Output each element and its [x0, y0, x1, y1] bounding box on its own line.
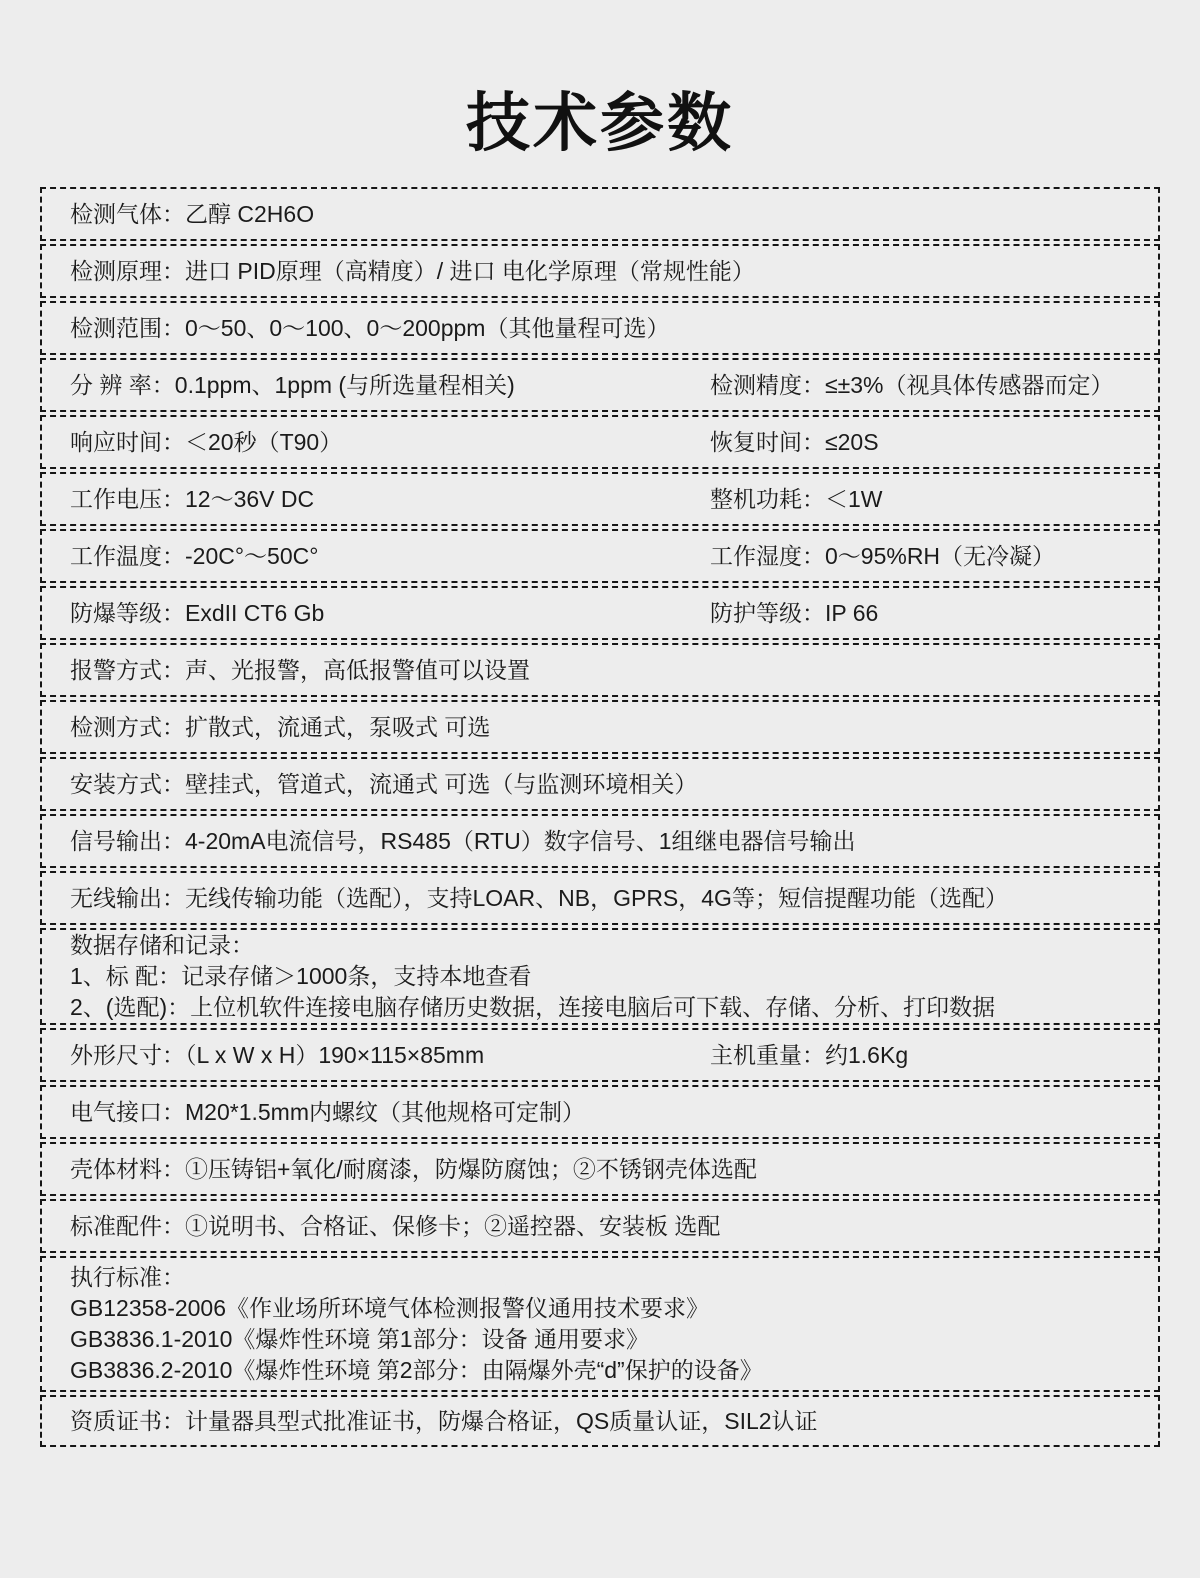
spec-row-dimensions-weight: [40, 1028, 1160, 1082]
spec-text-dimensions: 外形尺寸：（L x W x H）190×115×85mm: [70, 1042, 485, 1068]
spec-text: 报警方式：声、光报警，高低报警值可以设置: [70, 657, 530, 683]
spec-text: 标准配件：①说明书、合格证、保修卡；②遥控器、安装板 选配: [70, 1213, 721, 1239]
spec-text-line: GB3836.1-2010《爆炸性环境 第1部分：设备 通用要求》: [70, 1326, 649, 1352]
spec-row-alarm-mode: [40, 643, 1160, 697]
spec-row-data-storage: [40, 928, 1160, 1025]
spec-text: 检测方式：扩散式，流通式，泵吸式 可选: [70, 714, 491, 740]
spec-text-protection-grade: 防护等级：IP 66: [710, 600, 879, 626]
spec-text-line: GB12358-2006《作业场所环境气体检测报警仪通用技术要求》: [70, 1295, 710, 1321]
spec-row-detection-mode: [40, 700, 1160, 754]
spec-text-weight: 主机重量：约1.6Kg: [710, 1042, 909, 1068]
spec-text-line: 执行标准：: [70, 1264, 185, 1290]
spec-text-voltage: 工作电压：12～36V DC: [70, 486, 315, 512]
spec-text-line: 1、标 配：记录存储＞1000条，支持本地查看: [70, 963, 532, 989]
spec-text: 检测原理：进口 PID原理（高精度）/ 进口 电化学原理（常规性能）: [70, 258, 755, 284]
spec-text-line: 数据存储和记录：: [70, 932, 254, 958]
spec-row-explosion-protection: [40, 586, 1160, 640]
spec-text: 无线输出：无线传输功能（选配），支持LOAR、NB，GPRS，4G等；短信提醒功能（选配）: [70, 885, 1008, 911]
spec-row-detection-principle: [40, 244, 1160, 298]
spec-row-detection-range: [40, 301, 1160, 355]
spec-text-line: GB3836.2-2010《爆炸性环境 第2部分：由隔爆外壳“d”保护的设备》: [70, 1357, 763, 1383]
spec-text-recovery-time: 恢复时间：≤20S: [710, 429, 879, 455]
spec-row-detection-gas: [40, 187, 1160, 241]
spec-text-response-time: 响应时间：＜20秒（T90）: [70, 429, 343, 455]
spec-text-humidity: 工作湿度：0～95%RH（无冷凝）: [710, 543, 1056, 569]
spec-text: 电气接口：M20*1.5mm内螺纹（其他规格可定制）: [70, 1099, 585, 1125]
page-title: 技术参数: [466, 87, 734, 159]
spec-text-explosion-grade: 防爆等级：ExdII CT6 Gb: [70, 600, 325, 626]
spec-text-line: 2、(选配)：上位机软件连接电脑存储历史数据，连接电脑后可下载、存储、分析、打印数据: [70, 994, 996, 1020]
spec-text-temperature: 工作温度：-20C°～50C°: [70, 543, 319, 569]
spec-row-response-recovery: [40, 415, 1160, 469]
spec-text: 信号输出：4-20mA电流信号，RS485（RTU）数字信号、1组继电器信号输出: [70, 828, 856, 854]
spec-text: 安装方式：壁挂式，管道式，流通式 可选（与监测环境相关）: [70, 771, 698, 797]
spec-row-temperature-humidity: [40, 529, 1160, 583]
spec-row-voltage-power: [40, 472, 1160, 526]
spec-text: 检测范围：0～50、0～100、0～200ppm（其他量程可选）: [70, 315, 670, 341]
spec-row-housing-material: [40, 1142, 1160, 1196]
spec-text-accuracy: 检测精度：≤±3%（视具体传感器而定）: [710, 372, 1114, 398]
spec-row-resolution-accuracy: [40, 358, 1160, 412]
spec-row-wireless-output: [40, 871, 1160, 925]
spec-row-signal-output: [40, 814, 1160, 868]
spec-text-power: 整机功耗：＜1W: [710, 486, 883, 512]
spec-row-executive-standards: [40, 1256, 1160, 1392]
spec-table: [40, 187, 1160, 1447]
spec-row-electrical-interface: [40, 1085, 1160, 1139]
spec-row-installation-mode: [40, 757, 1160, 811]
spec-row-qualification-certificates: [40, 1395, 1160, 1447]
spec-text-resolution: 分 辨 率：0.1ppm、1ppm (与所选量程相关): [70, 372, 515, 398]
spec-text: 资质证书：计量器具型式批准证书，防爆合格证，QS质量认证，SIL2认证: [70, 1408, 818, 1434]
spec-text: 检测气体：乙醇 C2H6O: [70, 201, 315, 227]
spec-row-standard-accessories: [40, 1199, 1160, 1253]
spec-text: 壳体材料：①压铸铝+氧化/耐腐漆，防爆防腐蚀；②不锈钢壳体选配: [70, 1156, 757, 1182]
